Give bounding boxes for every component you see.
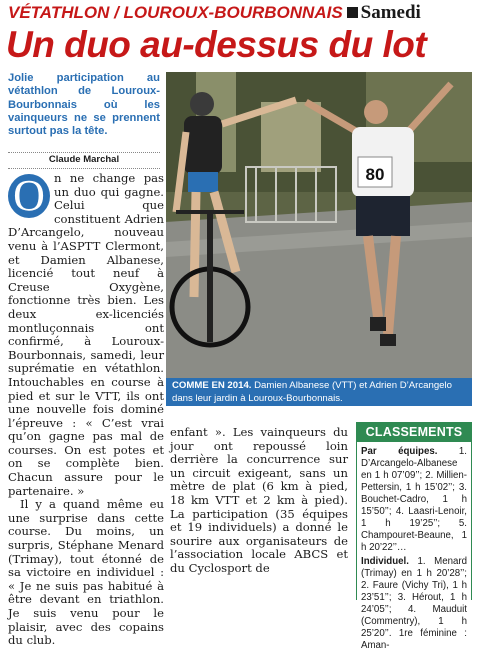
article-byline: Claude Marchal xyxy=(48,154,120,165)
classements-individuel xyxy=(361,556,467,652)
drop-cap: O xyxy=(8,174,50,218)
article-headline: Un duo au-dessus du lot xyxy=(6,24,427,65)
classements-title: CLASSEMENTS xyxy=(357,422,471,442)
photo-illustration xyxy=(166,72,472,378)
section-kicker xyxy=(8,2,421,24)
article-paragraph-1: n ne change pas un duo qui gagne. Celui que constituent Adrien D’Arcangelo, nouveau venu à l’ASPTT Clermont, et Damien Albanese, licencié tout neuf à Creuse Oxygène, fonctionne très bien. Les deux ex-licenciés montluçonnais ont confirmé, à Louroux-Bourbonnais, samedi, leur suprématie en vétathlon. Intouchables en course à pied et sur le VTT, ils ont une nouvelle fois dominé l’épreuve : « C’est vrai qu’on gagne pas mal de courses. On est potes et on se complète bien. Chacun assure pour le partenaire. » xyxy=(8,171,164,498)
individuel-results: 1. Menard (Trimay) en 1 h 20’28’’; 2. Faure (Vichy Tri), 1 h 23’51’’; 3. Hérout, 1 h 24’05’’; 4. Mauduit (Commentry), 1 h 25’20’’. 1re féminine : Aman- xyxy=(361,556,467,651)
classements-body xyxy=(357,442,471,652)
article-lead: Jolie participation au vétathlon de Louroux-Bourbonnais où les vainqueurs ne se prennent surtout pas la tête. xyxy=(8,72,160,138)
article-photo xyxy=(166,72,472,378)
article-body-column-2 xyxy=(170,426,348,576)
equipes-results: 1. D’Arcangelo-Albanese en 1 h 07’09’’; 2. Millien-Pettersin, 1 h 15’02’’; 3. Bouchet-Cadro, 1 h 15’50’’; 4. Laasri-Lenoir, 1 h 19’25’’; 5. Champouret-Beaune, 1 h 20’22’’… xyxy=(361,446,467,553)
byline-divider-top xyxy=(8,152,160,153)
runner-bib-number: 80 xyxy=(365,165,385,184)
article-paragraph-3: enfant ». Les vainqueurs du jour ont repoussé loin derrière la concurrence sur un circuit exigeant, sans un mètre de plat (6 km à pied, 18 km VTT et 2 km à pied). La participation (35 équipes et 19 individuels) a donné le sourire aux organisateurs de l’association locale ABCS et du Cyclosport de xyxy=(170,425,348,575)
square-bullet-icon xyxy=(347,7,358,18)
caption-text: Damien Albanese (VTT) et Adrien D’Arcangelo dans leur jardin à Louroux-Bourbonnais. xyxy=(172,380,452,404)
kicker-slash: / xyxy=(109,3,124,22)
classements-equipes xyxy=(361,446,467,554)
photo-caption xyxy=(166,378,472,406)
article-body-column-1 xyxy=(8,172,164,648)
kicker-place: LOUROUX-BOURBONNAIS xyxy=(123,3,343,22)
kicker-day: Samedi xyxy=(360,2,421,23)
classements-box xyxy=(356,422,472,651)
equipes-label: Par équipes. xyxy=(361,446,438,457)
individuel-label: Individuel. xyxy=(361,556,409,567)
article-paragraph-2: Il y a quand même eu une surprise dans cette course. Du moins, un surpris, Stéphane Menard (Trimay), tout étonné de sa victoire en individuel : « Je ne suis pas habitué à être devant en triathlon. Je suis venu pour le plaisir, avec des copains du club. xyxy=(8,497,164,648)
kicker-category: VÉTATHLON xyxy=(8,3,110,22)
byline-divider-bottom xyxy=(8,168,160,169)
caption-title: COMME EN 2014. xyxy=(172,380,252,391)
